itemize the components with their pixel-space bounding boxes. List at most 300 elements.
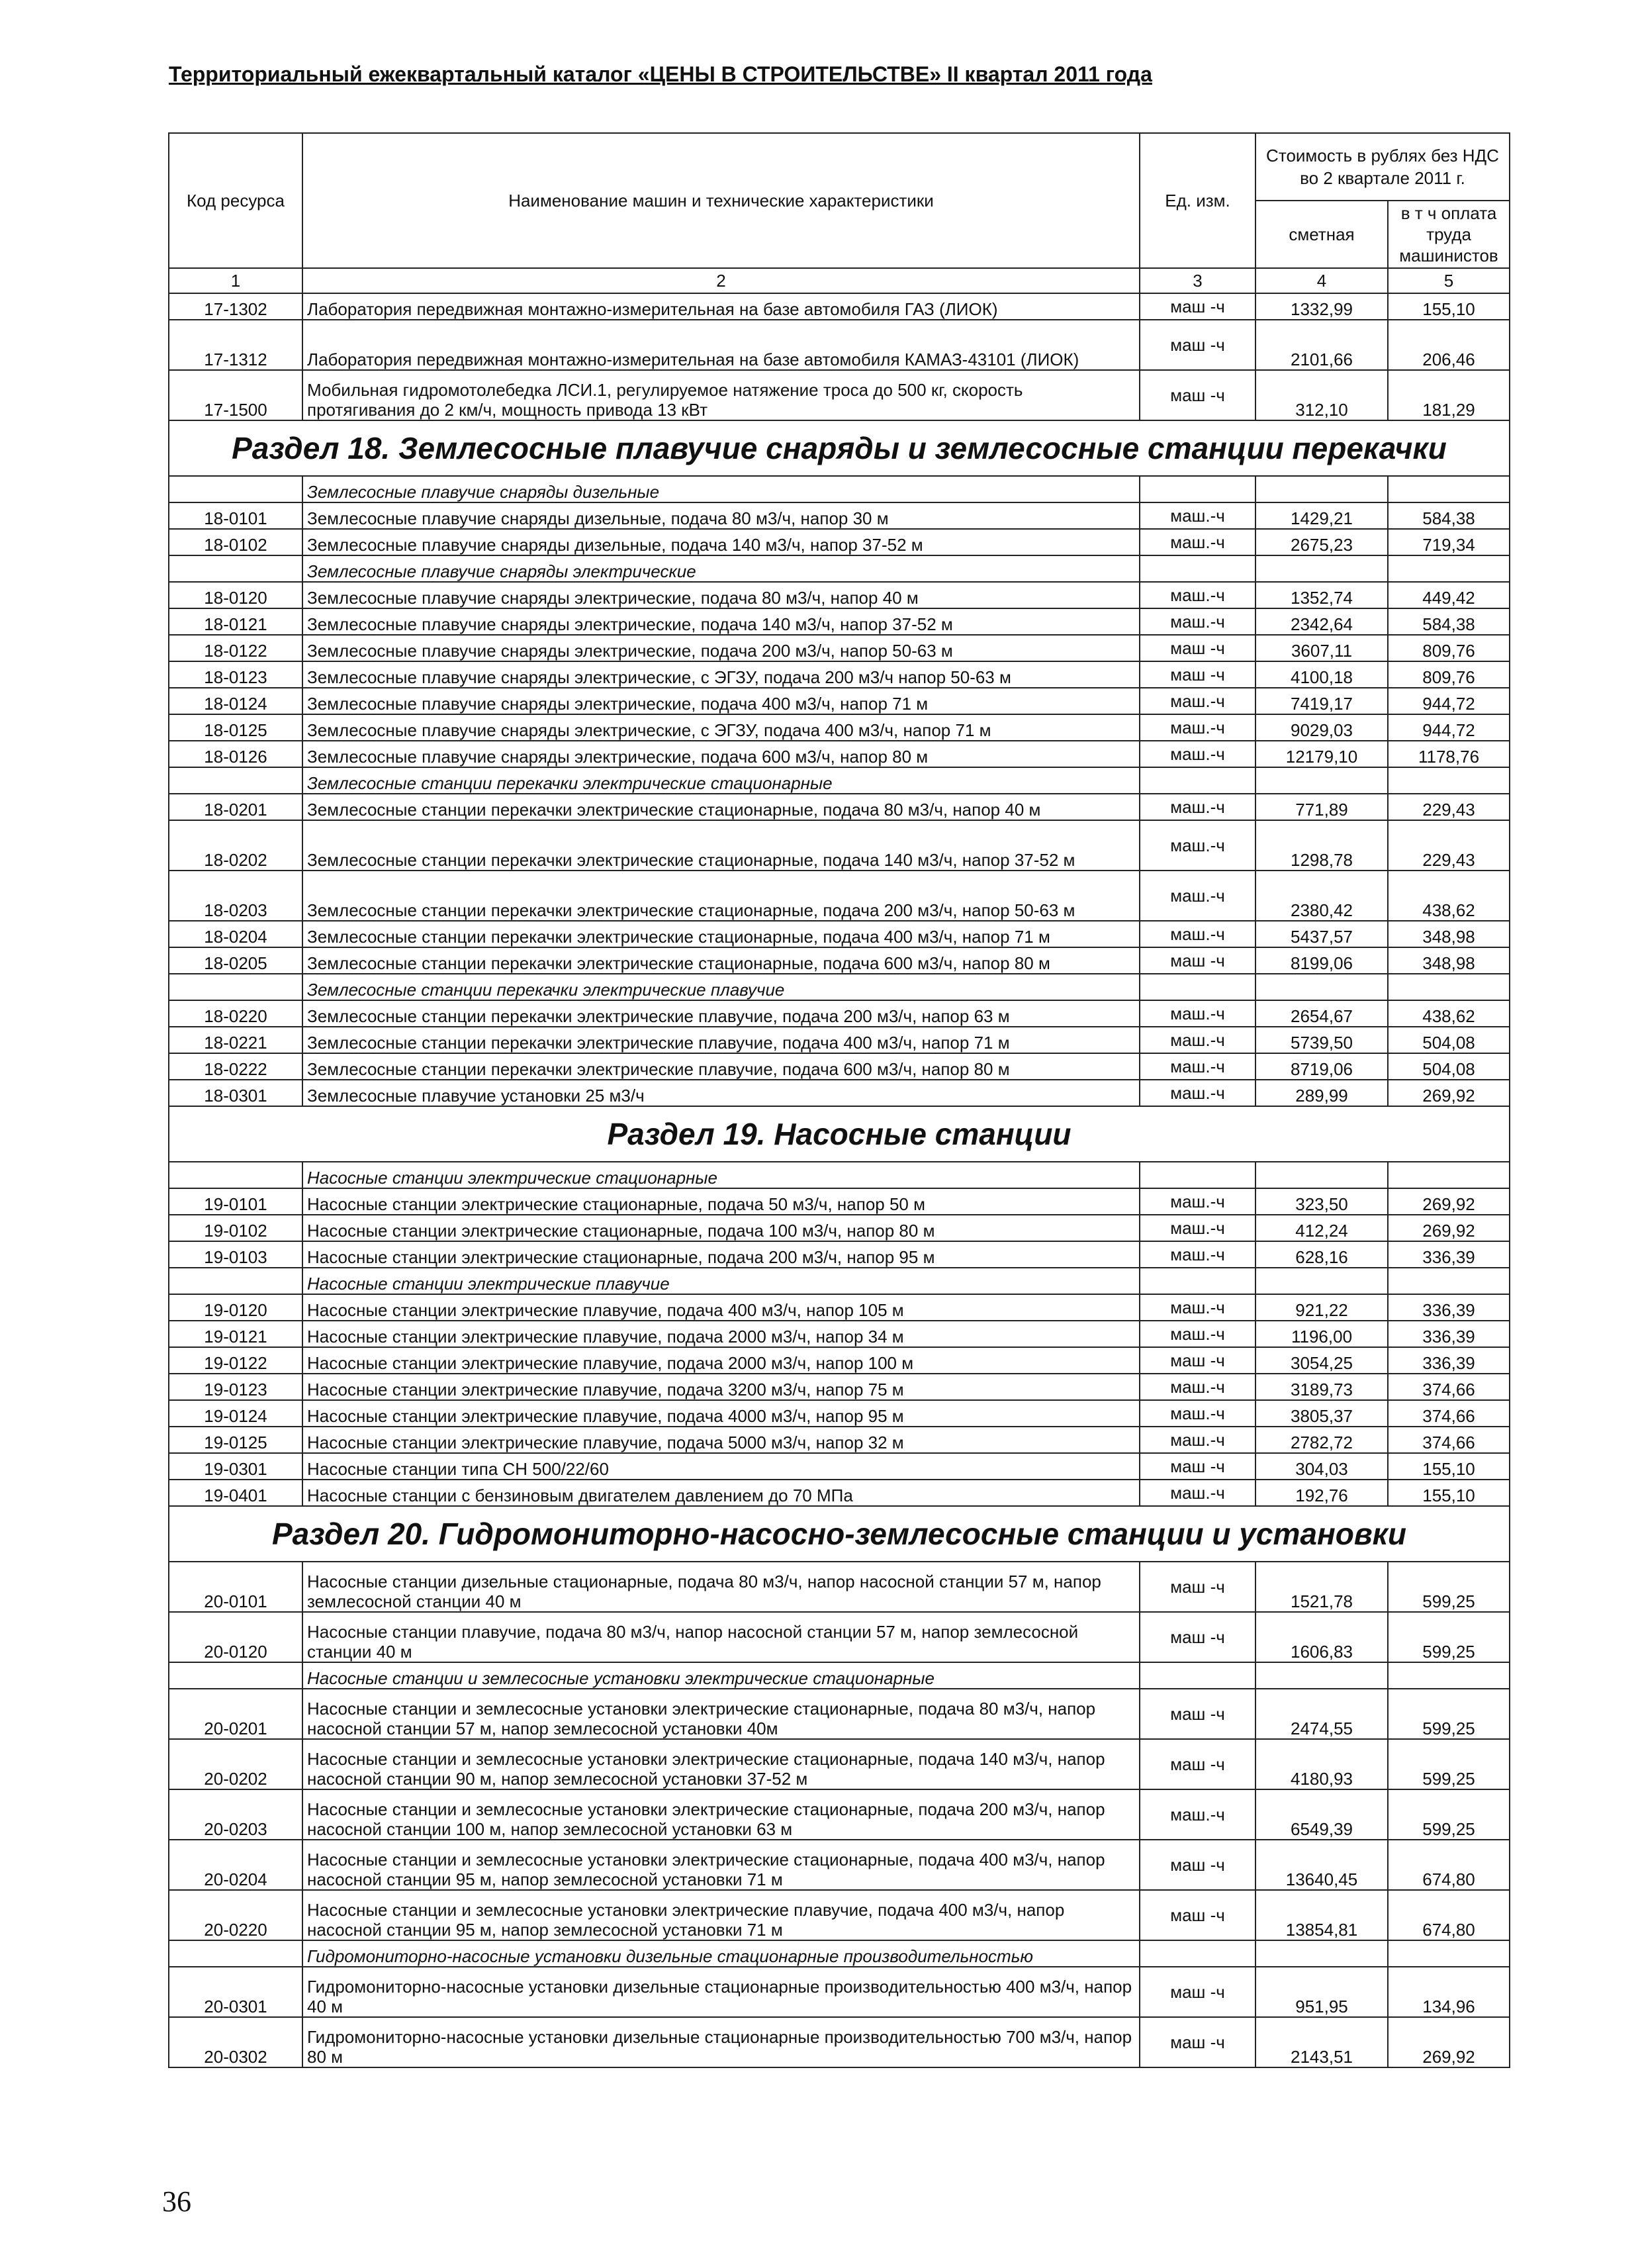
- unit-of-measure: маш.-ч: [1140, 820, 1255, 871]
- operator-wage-cost: 374,66: [1388, 1400, 1510, 1427]
- resource-code: 20-0201: [169, 1689, 302, 1739]
- cost-cell: [1255, 476, 1388, 502]
- wage-cell: [1388, 1268, 1510, 1294]
- estimated-cost: 771,89: [1255, 794, 1388, 820]
- unit-cell: [1140, 1162, 1255, 1188]
- table-row: [169, 1053, 1510, 1080]
- operator-wage-cost: 719,34: [1388, 529, 1510, 555]
- resource-code: 19-0125: [169, 1427, 302, 1453]
- unit-of-measure: маш.-ч: [1140, 1053, 1255, 1080]
- estimated-cost: 2143,51: [1255, 2017, 1388, 2067]
- operator-wage-cost: 599,25: [1388, 1562, 1510, 1612]
- operator-wage-cost: 809,76: [1388, 635, 1510, 661]
- unit-cell: [1140, 974, 1255, 1000]
- resource-code: 17-1500: [169, 370, 302, 420]
- resource-code: 18-0102: [169, 529, 302, 555]
- table-row: [169, 1789, 1510, 1840]
- cost-cell: [1255, 555, 1388, 582]
- table-row: [169, 608, 1510, 635]
- machine-name: Насосные станции электрические стационарные, подача 50 м3/ч, напор 50 м: [302, 1188, 1140, 1215]
- machine-name: Землесосные плавучие установки 25 м3/ч: [302, 1080, 1140, 1106]
- machine-name: Землесосные плавучие снаряды электрические, с ЭГЗУ, подача 200 м3/ч напор 50-63 м: [302, 661, 1140, 688]
- machine-name: Насосные станции электрические плавучие, подача 2000 м3/ч, напор 34 м: [302, 1321, 1140, 1347]
- unit-of-measure: маш -ч: [1140, 293, 1255, 320]
- machine-name: Землесосные плавучие снаряды электрические, подача 140 м3/ч, напор 37-52 м: [302, 608, 1140, 635]
- estimated-cost: 6549,39: [1255, 1789, 1388, 1840]
- resource-code: 19-0401: [169, 1480, 302, 1506]
- table-row: [169, 741, 1510, 767]
- operator-wage-cost: 348,98: [1388, 947, 1510, 974]
- operator-wage-cost: 348,98: [1388, 921, 1510, 947]
- estimated-cost: 9029,03: [1255, 714, 1388, 741]
- machine-name: Насосные станции электрические плавучие, подача 2000 м3/ч, напор 100 м: [302, 1347, 1140, 1374]
- operator-wage-cost: 336,39: [1388, 1294, 1510, 1321]
- estimated-cost: 3805,37: [1255, 1400, 1388, 1427]
- cost-cell: [1255, 1940, 1388, 1967]
- machine-name: Насосные станции электрические плавучие, подача 400 м3/ч, напор 105 м: [302, 1294, 1140, 1321]
- estimated-cost: 628,16: [1255, 1241, 1388, 1268]
- operator-wage-cost: 674,80: [1388, 1840, 1510, 1890]
- operator-wage-cost: 155,10: [1388, 1480, 1510, 1506]
- estimated-cost: 13854,81: [1255, 1890, 1388, 1940]
- operator-wage-cost: 599,25: [1388, 1689, 1510, 1739]
- unit-of-measure: маш.-ч: [1140, 1241, 1255, 1268]
- operator-wage-cost: 438,62: [1388, 871, 1510, 921]
- unit-of-measure: маш -ч: [1140, 320, 1255, 370]
- machine-name: Насосные станции типа СН 500/22/60: [302, 1453, 1140, 1480]
- resource-code: 17-1302: [169, 293, 302, 320]
- unit-of-measure: маш.-ч: [1140, 741, 1255, 767]
- unit-of-measure: маш -ч: [1140, 947, 1255, 974]
- unit-of-measure: маш -ч: [1140, 1689, 1255, 1739]
- operator-wage-cost: 336,39: [1388, 1321, 1510, 1347]
- subgroup-label: Насосные станции электрические стационарные: [302, 1162, 1140, 1188]
- code-cell: [169, 974, 302, 1000]
- resource-code: 18-0205: [169, 947, 302, 974]
- table-row: [169, 1480, 1510, 1506]
- section-heading-row: [169, 420, 1510, 476]
- code-cell: [169, 555, 302, 582]
- col-header-cost-group: Стоимость в рублях без НДС во 2 квартале 2011 г.: [1255, 133, 1510, 201]
- subgroup-row: [169, 1662, 1510, 1689]
- resource-code: 18-0126: [169, 741, 302, 767]
- unit-of-measure: маш.-ч: [1140, 1027, 1255, 1053]
- estimated-cost: 8199,06: [1255, 947, 1388, 974]
- table-row: [169, 1739, 1510, 1789]
- table-row: [169, 1188, 1510, 1215]
- operator-wage-cost: 584,38: [1388, 502, 1510, 529]
- machine-name: Землесосные плавучие снаряды дизельные, подача 80 м3/ч, напор 30 м: [302, 502, 1140, 529]
- cost-cell: [1255, 974, 1388, 1000]
- table-row: [169, 1562, 1510, 1612]
- estimated-cost: 2474,55: [1255, 1689, 1388, 1739]
- operator-wage-cost: 438,62: [1388, 1000, 1510, 1027]
- price-table: [168, 132, 1510, 2068]
- machine-name: Насосные станции с бензиновым двигателем давлением до 70 МПа: [302, 1480, 1140, 1506]
- wage-cell: [1388, 1940, 1510, 1967]
- resource-code: 18-0204: [169, 921, 302, 947]
- table-row: [169, 1427, 1510, 1453]
- table-row: [169, 1080, 1510, 1106]
- unit-of-measure: маш.-ч: [1140, 582, 1255, 608]
- estimated-cost: 951,95: [1255, 1967, 1388, 2017]
- resource-code: 18-0101: [169, 502, 302, 529]
- resource-code: 18-0301: [169, 1080, 302, 1106]
- unit-of-measure: маш.-ч: [1140, 1374, 1255, 1400]
- operator-wage-cost: 374,66: [1388, 1374, 1510, 1400]
- table-row: [169, 1612, 1510, 1662]
- cost-cell: [1255, 1662, 1388, 1689]
- resource-code: 19-0103: [169, 1241, 302, 1268]
- estimated-cost: 13640,45: [1255, 1840, 1388, 1890]
- unit-of-measure: маш.-ч: [1140, 1294, 1255, 1321]
- estimated-cost: 2342,64: [1255, 608, 1388, 635]
- operator-wage-cost: 336,39: [1388, 1241, 1510, 1268]
- unit-of-measure: маш.-ч: [1140, 871, 1255, 921]
- unit-cell: [1140, 476, 1255, 502]
- resource-code: 20-0220: [169, 1890, 302, 1940]
- estimated-cost: 412,24: [1255, 1215, 1388, 1241]
- estimated-cost: 2101,66: [1255, 320, 1388, 370]
- machine-name: Лаборатория передвижная монтажно-измерительная на базе автомобиля КАМАЗ-43101 (ЛИОК): [302, 320, 1140, 370]
- operator-wage-cost: 674,80: [1388, 1890, 1510, 1940]
- operator-wage-cost: 584,38: [1388, 608, 1510, 635]
- machine-name: Землесосные станции перекачки электрические стационарные, подача 400 м3/ч, напор 71 м: [302, 921, 1140, 947]
- subgroup-row: [169, 555, 1510, 582]
- machine-name: Гидромониторно-насосные установки дизельные стационарные производительностью 400 м3/ч, напор 40 м: [302, 1967, 1140, 2017]
- estimated-cost: 1332,99: [1255, 293, 1388, 320]
- machine-name: Насосные станции и землесосные установки электрические стационарные, подача 200 м3/ч, напор насосной станции 100 м, напор землесосной установки 63 м: [302, 1789, 1140, 1840]
- machine-name: Лаборатория передвижная монтажно-измерительная на базе автомобиля ГАЗ (ЛИОК): [302, 293, 1140, 320]
- machine-name: Землесосные станции перекачки электрические стационарные, подача 600 м3/ч, напор 80 м: [302, 947, 1140, 974]
- unit-of-measure: маш.-ч: [1140, 608, 1255, 635]
- table-row: [169, 714, 1510, 741]
- table-row: [169, 871, 1510, 921]
- operator-wage-cost: 269,92: [1388, 2017, 1510, 2067]
- operator-wage-cost: 1178,76: [1388, 741, 1510, 767]
- table-row: [169, 582, 1510, 608]
- resource-code: 19-0102: [169, 1215, 302, 1241]
- resource-code: 18-0202: [169, 820, 302, 871]
- operator-wage-cost: 336,39: [1388, 1347, 1510, 1374]
- table-row: [169, 320, 1510, 370]
- resource-code: 18-0120: [169, 582, 302, 608]
- table-row: [169, 921, 1510, 947]
- resource-code: 20-0120: [169, 1612, 302, 1662]
- operator-wage-cost: 449,42: [1388, 582, 1510, 608]
- resource-code: 19-0120: [169, 1294, 302, 1321]
- unit-of-measure: маш -ч: [1140, 1347, 1255, 1374]
- machine-name: Землесосные станции перекачки электрические плавучие, подача 200 м3/ч, напор 63 м: [302, 1000, 1140, 1027]
- col-number: 4: [1255, 268, 1388, 293]
- unit-of-measure: маш -ч: [1140, 1840, 1255, 1890]
- table-row: [169, 293, 1510, 320]
- unit-cell: [1140, 1662, 1255, 1689]
- operator-wage-cost: 155,10: [1388, 1453, 1510, 1480]
- table-row: [169, 1215, 1510, 1241]
- unit-of-measure: маш.-ч: [1140, 1400, 1255, 1427]
- machine-name: Гидромониторно-насосные установки дизельные стационарные производительностью 700 м3/ч, напор 80 м: [302, 2017, 1140, 2067]
- code-cell: [169, 1662, 302, 1689]
- cost-cell: [1255, 1268, 1388, 1294]
- estimated-cost: 3189,73: [1255, 1374, 1388, 1400]
- machine-name: Землесосные станции перекачки электрические плавучие, подача 600 м3/ч, напор 80 м: [302, 1053, 1140, 1080]
- unit-cell: [1140, 1940, 1255, 1967]
- price-table-wrapper: [168, 132, 1509, 2068]
- estimated-cost: 5437,57: [1255, 921, 1388, 947]
- subgroup-label: Землесосные плавучие снаряды электрические: [302, 555, 1140, 582]
- machine-name: Землесосные плавучие снаряды электрические, подача 80 м3/ч, напор 40 м: [302, 582, 1140, 608]
- table-row: [169, 688, 1510, 714]
- col-number: 5: [1388, 268, 1510, 293]
- resource-code: 19-0101: [169, 1188, 302, 1215]
- section-heading-row: [169, 1506, 1510, 1562]
- unit-of-measure: маш -ч: [1140, 1967, 1255, 2017]
- estimated-cost: 1606,83: [1255, 1612, 1388, 1662]
- unit-of-measure: маш.-ч: [1140, 1427, 1255, 1453]
- section-heading: Раздел 20. Гидромониторно-насосно-землесосные станции и установки: [169, 1506, 1510, 1562]
- machine-name: Насосные станции электрические стационарные, подача 100 м3/ч, напор 80 м: [302, 1215, 1140, 1241]
- table-row: [169, 661, 1510, 688]
- machine-name: Землесосные плавучие снаряды дизельные, подача 140 м3/ч, напор 37-52 м: [302, 529, 1140, 555]
- col-header-name: Наименование машин и технические характеристики: [302, 133, 1140, 268]
- machine-name: Насосные станции электрические стационарные, подача 200 м3/ч, напор 95 м: [302, 1241, 1140, 1268]
- table-row: [169, 820, 1510, 871]
- table-row: [169, 1689, 1510, 1739]
- operator-wage-cost: 599,25: [1388, 1739, 1510, 1789]
- table-row: [169, 947, 1510, 974]
- table-row: [169, 1400, 1510, 1427]
- machine-name: Насосные станции плавучие, подача 80 м3/ч, напор насосной станции 57 м, напор землесосной станции 40 м: [302, 1612, 1140, 1662]
- cost-cell: [1255, 767, 1388, 794]
- unit-of-measure: маш -ч: [1140, 661, 1255, 688]
- wage-cell: [1388, 1162, 1510, 1188]
- unit-cell: [1140, 1268, 1255, 1294]
- operator-wage-cost: 944,72: [1388, 714, 1510, 741]
- estimated-cost: 1298,78: [1255, 820, 1388, 871]
- table-row: [169, 1027, 1510, 1053]
- operator-wage-cost: 229,43: [1388, 794, 1510, 820]
- wage-cell: [1388, 767, 1510, 794]
- machine-name: Землесосные станции перекачки электрические стационарные, подача 80 м3/ч, напор 40 м: [302, 794, 1140, 820]
- subgroup-row: [169, 767, 1510, 794]
- operator-wage-cost: 599,25: [1388, 1612, 1510, 1662]
- resource-code: 18-0122: [169, 635, 302, 661]
- estimated-cost: 3607,11: [1255, 635, 1388, 661]
- machine-name: Насосные станции электрические плавучие, подача 5000 м3/ч, напор 32 м: [302, 1427, 1140, 1453]
- resource-code: 18-0123: [169, 661, 302, 688]
- resource-code: 18-0124: [169, 688, 302, 714]
- estimated-cost: 12179,10: [1255, 741, 1388, 767]
- estimated-cost: 2380,42: [1255, 871, 1388, 921]
- unit-of-measure: маш.-ч: [1140, 1789, 1255, 1840]
- unit-of-measure: маш.-ч: [1140, 1188, 1255, 1215]
- subgroup-label: Гидромониторно-насосные установки дизельные стационарные производительностью: [302, 1940, 1140, 1967]
- table-row: [169, 370, 1510, 420]
- unit-of-measure: маш -ч: [1140, 370, 1255, 420]
- machine-name: Землесосные плавучие снаряды электрические, с ЭГЗУ, подача 400 м3/ч, напор 71 м: [302, 714, 1140, 741]
- subgroup-row: [169, 1940, 1510, 1967]
- unit-cell: [1140, 767, 1255, 794]
- wage-cell: [1388, 1662, 1510, 1689]
- resource-code: 17-1312: [169, 320, 302, 370]
- section-heading: Раздел 18. Землесосные плавучие снаряды и землесосные станции перекачки: [169, 420, 1510, 476]
- subgroup-label: Насосные станции и землесосные установки электрические стационарные: [302, 1662, 1140, 1689]
- resource-code: 18-0220: [169, 1000, 302, 1027]
- code-cell: [169, 767, 302, 794]
- operator-wage-cost: 134,96: [1388, 1967, 1510, 2017]
- resource-code: 18-0203: [169, 871, 302, 921]
- unit-of-measure: маш -ч: [1140, 635, 1255, 661]
- code-cell: [169, 1162, 302, 1188]
- cost-cell: [1255, 1162, 1388, 1188]
- table-row: [169, 1241, 1510, 1268]
- machine-name: Насосные станции и землесосные установки электрические стационарные, подача 400 м3/ч, напор насосной станции 95 м, напор землесосной установки 71 м: [302, 1840, 1140, 1890]
- resource-code: 18-0221: [169, 1027, 302, 1053]
- unit-of-measure: маш.-ч: [1140, 502, 1255, 529]
- table-row: [169, 1347, 1510, 1374]
- subgroup-row: [169, 974, 1510, 1000]
- resource-code: 18-0222: [169, 1053, 302, 1080]
- estimated-cost: 1352,74: [1255, 582, 1388, 608]
- table-row: [169, 1374, 1510, 1400]
- col-header-cost-wage: в т ч оплата труда машинистов: [1388, 201, 1510, 268]
- wage-cell: [1388, 555, 1510, 582]
- estimated-cost: 4100,18: [1255, 661, 1388, 688]
- resource-code: 20-0101: [169, 1562, 302, 1612]
- unit-of-measure: маш -ч: [1140, 1739, 1255, 1789]
- estimated-cost: 7419,17: [1255, 688, 1388, 714]
- section-heading: Раздел 19. Насосные станции: [169, 1106, 1510, 1162]
- resource-code: 20-0202: [169, 1739, 302, 1789]
- operator-wage-cost: 155,10: [1388, 293, 1510, 320]
- unit-of-measure: маш.-ч: [1140, 921, 1255, 947]
- code-cell: [169, 476, 302, 502]
- estimated-cost: 312,10: [1255, 370, 1388, 420]
- unit-of-measure: маш -ч: [1140, 1453, 1255, 1480]
- unit-of-measure: маш.-ч: [1140, 1480, 1255, 1506]
- machine-name: Землесосные станции перекачки электрические стационарные, подача 200 м3/ч, напор 50-63 м: [302, 871, 1140, 921]
- estimated-cost: 921,22: [1255, 1294, 1388, 1321]
- unit-of-measure: маш.-ч: [1140, 1321, 1255, 1347]
- table-row: [169, 1000, 1510, 1027]
- resource-code: 20-0301: [169, 1967, 302, 2017]
- machine-name: Землесосные станции перекачки электрические плавучие, подача 400 м3/ч, напор 71 м: [302, 1027, 1140, 1053]
- wage-cell: [1388, 476, 1510, 502]
- machine-name: Насосные станции и землесосные установки электрические стационарные, подача 80 м3/ч, напор насосной станции 57 м, напор землесосной установки 40м: [302, 1689, 1140, 1739]
- subgroup-label: Землесосные плавучие снаряды дизельные: [302, 476, 1140, 502]
- subgroup-label: Землесосные станции перекачки электрические плавучие: [302, 974, 1140, 1000]
- machine-name: Насосные станции электрические плавучие, подача 3200 м3/ч, напор 75 м: [302, 1374, 1140, 1400]
- resource-code: 20-0203: [169, 1789, 302, 1840]
- machine-name: Насосные станции и землесосные установки электрические плавучие, подача 400 м3/ч, напор насосной станции 95 м, напор землесосной установки 71 м: [302, 1890, 1140, 1940]
- table-body: [169, 293, 1510, 2067]
- table-row: [169, 1453, 1510, 1480]
- unit-of-measure: маш.-ч: [1140, 688, 1255, 714]
- operator-wage-cost: 809,76: [1388, 661, 1510, 688]
- unit-of-measure: маш.-ч: [1140, 529, 1255, 555]
- operator-wage-cost: 504,08: [1388, 1053, 1510, 1080]
- unit-of-measure: маш -ч: [1140, 1562, 1255, 1612]
- table-row: [169, 1967, 1510, 2017]
- unit-of-measure: маш.-ч: [1140, 1215, 1255, 1241]
- operator-wage-cost: 206,46: [1388, 320, 1510, 370]
- estimated-cost: 3054,25: [1255, 1347, 1388, 1374]
- machine-name: Землесосные плавучие снаряды электрические, подача 200 м3/ч, напор 50-63 м: [302, 635, 1140, 661]
- estimated-cost: 4180,93: [1255, 1739, 1388, 1789]
- unit-of-measure: маш.-ч: [1140, 714, 1255, 741]
- operator-wage-cost: 504,08: [1388, 1027, 1510, 1053]
- page-number: 36: [162, 2185, 191, 2218]
- col-number: 1: [169, 268, 302, 293]
- code-cell: [169, 1940, 302, 1967]
- operator-wage-cost: 269,92: [1388, 1080, 1510, 1106]
- estimated-cost: 304,03: [1255, 1453, 1388, 1480]
- operator-wage-cost: 181,29: [1388, 370, 1510, 420]
- wage-cell: [1388, 974, 1510, 1000]
- machine-name: Насосные станции дизельные стационарные, подача 80 м3/ч, напор насосной станции 57 м, напор землесосной станции 40 м: [302, 1562, 1140, 1612]
- resource-code: 19-0123: [169, 1374, 302, 1400]
- machine-name: Насосные станции электрические плавучие, подача 4000 м3/ч, напор 95 м: [302, 1400, 1140, 1427]
- resource-code: 18-0121: [169, 608, 302, 635]
- operator-wage-cost: 269,92: [1388, 1215, 1510, 1241]
- machine-name: Землесосные станции перекачки электрические стационарные, подача 140 м3/ч, напор 37-52 м: [302, 820, 1140, 871]
- unit-of-measure: маш -ч: [1140, 2017, 1255, 2067]
- col-header-code: Код ресурса: [169, 133, 302, 268]
- machine-name: Землесосные плавучие снаряды электрические, подача 400 м3/ч, напор 71 м: [302, 688, 1140, 714]
- operator-wage-cost: 374,66: [1388, 1427, 1510, 1453]
- unit-of-measure: маш -ч: [1140, 1890, 1255, 1940]
- estimated-cost: 289,99: [1255, 1080, 1388, 1106]
- resource-code: 18-0125: [169, 714, 302, 741]
- code-cell: [169, 1268, 302, 1294]
- machine-name: Насосные станции и землесосные установки электрические стационарные, подача 140 м3/ч, напор насосной станции 90 м, напор землесосной установки 37-52 м: [302, 1739, 1140, 1789]
- table-row: [169, 1840, 1510, 1890]
- estimated-cost: 323,50: [1255, 1188, 1388, 1215]
- unit-of-measure: маш -ч: [1140, 1612, 1255, 1662]
- resource-code: 19-0124: [169, 1400, 302, 1427]
- table-row: [169, 1294, 1510, 1321]
- operator-wage-cost: 229,43: [1388, 820, 1510, 871]
- section-heading-row: [169, 1106, 1510, 1162]
- table-row: [169, 1321, 1510, 1347]
- col-number: 3: [1140, 268, 1255, 293]
- estimated-cost: 2782,72: [1255, 1427, 1388, 1453]
- estimated-cost: 2675,23: [1255, 529, 1388, 555]
- unit-of-measure: маш.-ч: [1140, 1080, 1255, 1106]
- table-row: [169, 529, 1510, 555]
- subgroup-row: [169, 1268, 1510, 1294]
- machine-name: Мобильная гидромотолебедка ЛСИ.1, регулируемое натяжение троса до 500 кг, скорость протягивания до 2 км/ч, мощность привода 13 кВт: [302, 370, 1140, 420]
- subgroup-label: Землесосные станции перекачки электрические стационарные: [302, 767, 1140, 794]
- subgroup-row: [169, 476, 1510, 502]
- operator-wage-cost: 599,25: [1388, 1789, 1510, 1840]
- unit-of-measure: маш.-ч: [1140, 1000, 1255, 1027]
- operator-wage-cost: 944,72: [1388, 688, 1510, 714]
- estimated-cost: 8719,06: [1255, 1053, 1388, 1080]
- table-row: [169, 2017, 1510, 2067]
- resource-code: 19-0301: [169, 1453, 302, 1480]
- subgroup-row: [169, 1162, 1510, 1188]
- estimated-cost: 1196,00: [1255, 1321, 1388, 1347]
- page-header: Территориальный ежеквартальный каталог «ЦЕНЫ В СТРОИТЕЛЬСТВЕ» II квартал 2011 года: [169, 62, 1152, 86]
- resource-code: 19-0121: [169, 1321, 302, 1347]
- table-row: [169, 1890, 1510, 1940]
- estimated-cost: 5739,50: [1255, 1027, 1388, 1053]
- table-row: [169, 635, 1510, 661]
- column-number-row: [169, 268, 1510, 293]
- resource-code: 20-0204: [169, 1840, 302, 1890]
